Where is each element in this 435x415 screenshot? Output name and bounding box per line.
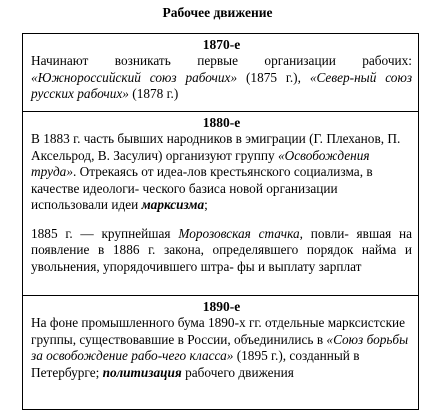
key-term: политизация [102,364,182,380]
page-title: Рабочее движение [162,5,273,20]
section-1890s [23,295,418,409]
organization-name: «Южнороссийский союз рабочих» [31,69,238,85]
timeline-table [22,33,419,410]
text-fragment: В 1883 г. часть бывших народников в эмиграции (Г. Плеханов, П. Аксельрод, В. Засулич) организуют группу [31,131,401,163]
section-text [31,226,412,276]
section-text [31,131,412,214]
text-fragment: (1875 г.), [237,69,310,85]
section-text [31,315,412,381]
text-fragment: рабочего движения [181,364,294,380]
period-heading: 1880-е [202,115,241,130]
organization-name: «Союз борьбы за освобождение рабо-чего класса» [31,331,409,363]
text-fragment: (1895 г.), созданный в Петербурге; [31,348,360,380]
text-fragment: 1885 г. — крупнейшая [31,225,179,241]
period-heading: 1890-е [202,299,241,314]
period-heading: 1870-е [202,37,241,52]
text-fragment: На фоне промышленного бума 1890-х гг. отдельные марксистские группы, существовавшие в России, объединились в [31,315,406,347]
text-fragment: . Отрекаясь от идеа-лов крестьянского социализма, в качестве идеологи- ческого базиса новой организации использовали идеи [31,164,373,212]
text-fragment: Начинают возникать первые организации рабочих: [31,53,412,68]
text-fragment: , повли- явшая на появление в 1886 г. закона, определявшего порядок найма и увольнения, упорядочившего штра- фы и выплату зарплат [31,225,412,274]
key-term: марксизма [141,197,205,212]
section-1870s [23,34,418,111]
event-name: Морозовская стачка [178,225,300,241]
organization-name: «Север-ный союз русских рабочих» [31,69,413,101]
section-1880s [23,111,418,295]
organization-name: «Освобождения труда» [31,147,370,179]
text-fragment: ; [204,197,208,212]
section-text [31,53,412,103]
text-fragment: (1878 г.) [128,86,179,101]
paragraph-gap [31,214,412,226]
